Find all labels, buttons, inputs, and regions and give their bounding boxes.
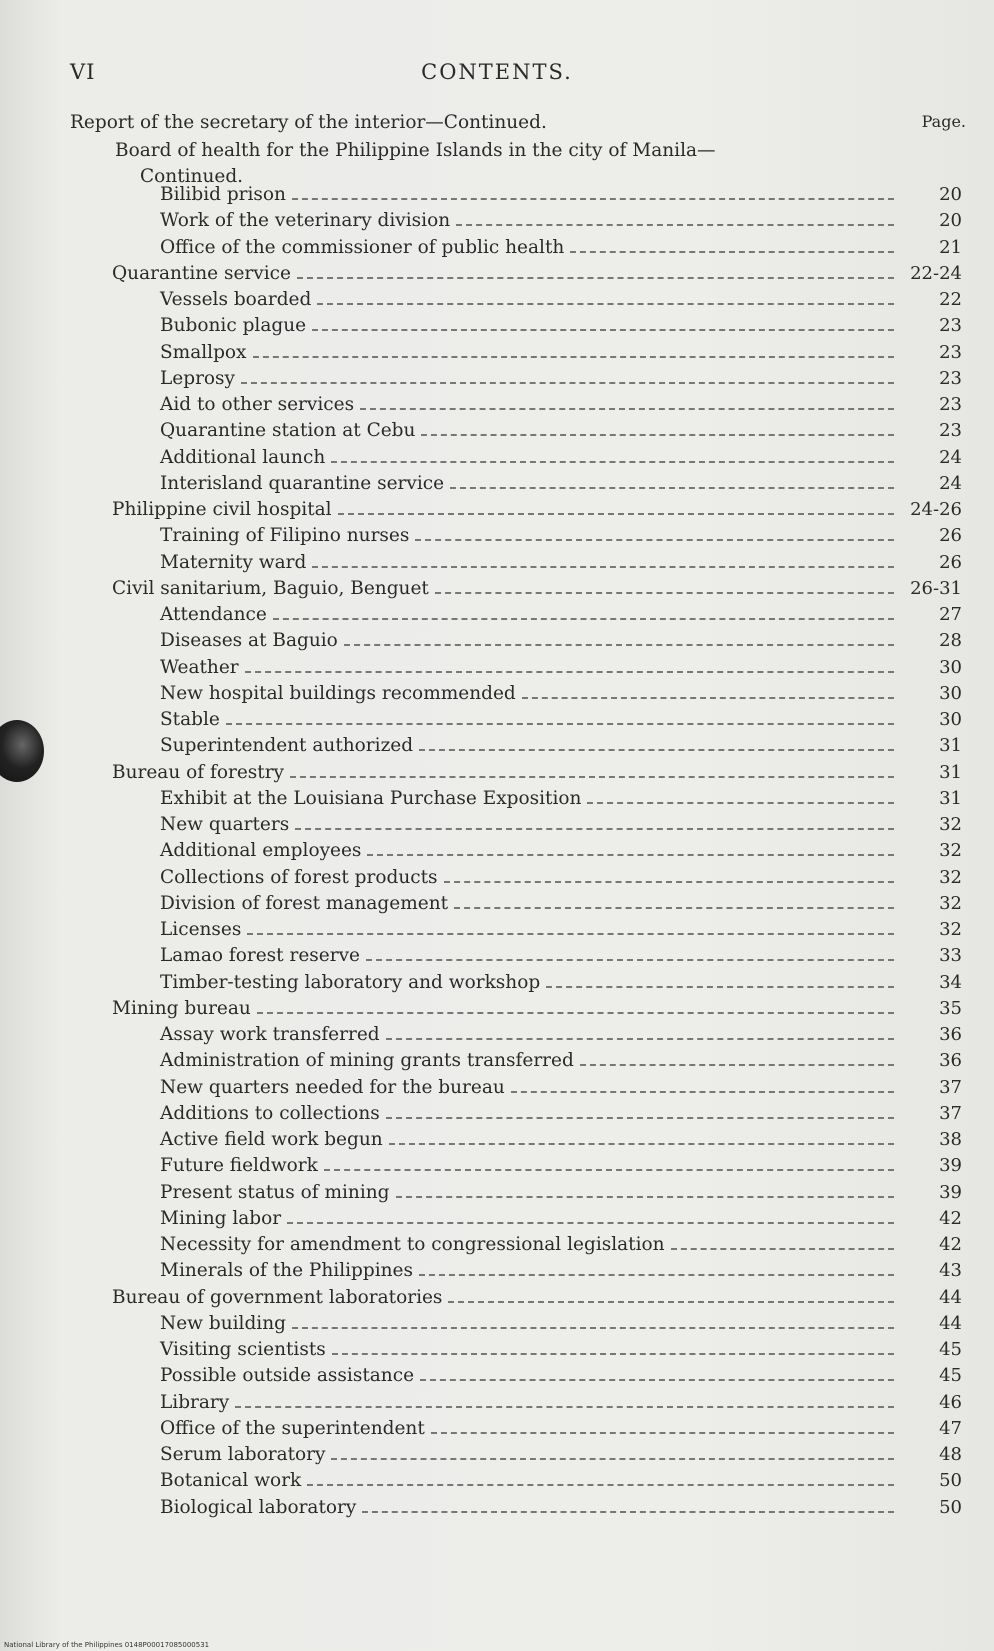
dot-leader bbox=[344, 644, 894, 646]
dot-leader bbox=[331, 461, 894, 463]
toc-entry bbox=[160, 447, 962, 473]
toc-entry-page: 37 bbox=[939, 1102, 962, 1124]
toc-entry bbox=[160, 893, 962, 919]
toc-entry-label: Office of the commissioner of public health bbox=[160, 236, 565, 258]
dot-leader bbox=[386, 1117, 894, 1119]
dot-leader bbox=[312, 566, 894, 568]
dot-leader bbox=[226, 723, 894, 725]
toc-entry-page: 23 bbox=[939, 341, 962, 363]
toc-entry-label: Maternity ward bbox=[160, 551, 307, 573]
dot-leader bbox=[360, 408, 894, 410]
toc-entry-label: Bureau of forestry bbox=[112, 761, 284, 783]
dot-leader bbox=[587, 802, 894, 804]
toc-entry-page: 36 bbox=[939, 1050, 962, 1072]
dot-leader bbox=[331, 1458, 894, 1460]
toc-entry bbox=[160, 867, 962, 893]
toc-entry bbox=[160, 394, 962, 420]
toc-entry bbox=[160, 972, 962, 998]
toc-entry-label: Diseases at Baguio bbox=[160, 630, 338, 652]
toc-entry bbox=[112, 499, 962, 525]
toc-entry bbox=[160, 1365, 962, 1391]
dot-leader bbox=[307, 1484, 894, 1486]
toc-entry-label: Timber-testing laboratory and workshop bbox=[160, 971, 541, 993]
toc-entry-page: 31 bbox=[939, 787, 962, 809]
toc-entry-page: 33 bbox=[939, 945, 962, 967]
toc-entry-label: Possible outside assistance bbox=[160, 1365, 415, 1387]
dot-leader bbox=[312, 329, 894, 331]
toc-entry-page: 39 bbox=[939, 1155, 962, 1177]
section-heading: Board of health for the Philippine Islands in the city of Manila— bbox=[115, 140, 716, 161]
dot-leader bbox=[317, 303, 894, 305]
dot-leader bbox=[257, 1012, 894, 1014]
toc-entry-label: Visiting scientists bbox=[160, 1339, 326, 1360]
toc-entry-page: 45 bbox=[939, 1339, 962, 1360]
toc-entry-label: Botanical work bbox=[160, 1470, 302, 1492]
dot-leader bbox=[415, 539, 894, 541]
toc-entry-page: 21 bbox=[939, 236, 962, 258]
dot-leader bbox=[435, 592, 894, 594]
dot-leader bbox=[241, 382, 894, 384]
toc-entry bbox=[112, 263, 962, 289]
toc-entry bbox=[160, 1444, 962, 1470]
toc-entry-page: 35 bbox=[939, 997, 962, 1019]
dot-leader bbox=[366, 959, 894, 961]
dot-leader bbox=[297, 277, 894, 279]
toc-entry-label: Attendance bbox=[160, 604, 267, 625]
page-folio: VI bbox=[70, 60, 96, 84]
toc-entry-page: 24-26 bbox=[910, 499, 962, 520]
toc-entry-page: 44 bbox=[939, 1286, 962, 1308]
toc-entry-page: 26 bbox=[939, 525, 962, 547]
toc-entry bbox=[160, 735, 962, 761]
dot-leader bbox=[522, 697, 894, 699]
toc-entry bbox=[160, 289, 962, 315]
toc-entry bbox=[160, 368, 962, 394]
toc-entry bbox=[160, 709, 962, 735]
dot-leader bbox=[324, 1169, 894, 1171]
toc-entry-page: 30 bbox=[939, 656, 962, 678]
toc-entry bbox=[112, 578, 962, 604]
toc-entry-page: 32 bbox=[939, 919, 962, 940]
toc-entry bbox=[160, 1313, 962, 1339]
toc-entry-label: Bureau of government laboratories bbox=[112, 1286, 443, 1308]
toc-entry bbox=[160, 184, 962, 210]
toc-entry-label: New hospital buildings recommended bbox=[160, 682, 516, 704]
dot-leader bbox=[421, 434, 894, 436]
toc-entry-label: Interisland quarantine service bbox=[160, 472, 445, 494]
toc-entry-page: 31 bbox=[939, 761, 962, 783]
toc-entry bbox=[160, 1024, 962, 1050]
toc-entry-page: 42 bbox=[939, 1207, 962, 1229]
toc-entry-label: Bubonic plague bbox=[160, 315, 307, 337]
toc-entry-label: Smallpox bbox=[160, 341, 247, 363]
toc-entry-label: Bilibid prison bbox=[160, 184, 286, 205]
toc-entry-label: Licenses bbox=[160, 919, 242, 940]
toc-entry-label: Training of Filipino nurses bbox=[160, 525, 410, 547]
toc-entry-label: Superintendent authorized bbox=[160, 735, 414, 757]
toc-entry bbox=[160, 1182, 962, 1208]
toc-entry-label: New building bbox=[160, 1312, 286, 1334]
toc-entry bbox=[160, 657, 962, 683]
toc-entry-page: 22-24 bbox=[910, 262, 962, 284]
toc-entry-label: Stable bbox=[160, 709, 220, 730]
dot-leader bbox=[235, 1406, 894, 1408]
toc-entry bbox=[160, 525, 962, 551]
dot-leader bbox=[570, 251, 894, 253]
toc-entry-label: New quarters needed for the bureau bbox=[160, 1076, 505, 1098]
toc-entry-page: 24 bbox=[939, 472, 962, 494]
toc-entry-page: 32 bbox=[939, 892, 962, 914]
page-column-header: Page. bbox=[921, 112, 966, 131]
toc-entry-page: 47 bbox=[939, 1417, 962, 1439]
toc-entry-page: 42 bbox=[939, 1234, 962, 1255]
toc-entry-label: New quarters bbox=[160, 814, 290, 835]
toc-entry-page: 32 bbox=[939, 866, 962, 888]
dot-leader bbox=[448, 1301, 894, 1303]
toc-entry-label: Biological laboratory bbox=[160, 1496, 357, 1518]
dot-leader bbox=[247, 933, 894, 935]
toc-entry bbox=[160, 814, 962, 840]
toc-entry bbox=[160, 1155, 962, 1181]
toc-entry-label: Lamao forest reserve bbox=[160, 945, 360, 967]
dot-leader bbox=[419, 1274, 894, 1276]
dot-leader bbox=[546, 986, 894, 988]
toc-entry-label: Exhibit at the Louisiana Purchase Exposition bbox=[160, 787, 582, 809]
toc-entry bbox=[160, 342, 962, 368]
dot-leader bbox=[454, 907, 894, 909]
toc-entry-page: 20 bbox=[939, 210, 962, 232]
toc-entry-label: Work of the veterinary division bbox=[160, 210, 451, 232]
dot-leader bbox=[450, 487, 894, 489]
toc-entry bbox=[160, 420, 962, 446]
toc-entry bbox=[160, 1470, 962, 1496]
dot-leader bbox=[362, 1511, 894, 1513]
dot-leader bbox=[511, 1091, 894, 1093]
dot-leader bbox=[456, 224, 894, 226]
toc-entry bbox=[160, 945, 962, 971]
toc-entry-label: Quarantine station at Cebu bbox=[160, 420, 416, 442]
dot-leader bbox=[338, 513, 894, 515]
toc-entry-label: Administration of mining grants transferred bbox=[160, 1050, 574, 1072]
toc-entry-label: Present status of mining bbox=[160, 1181, 390, 1203]
toc-entry-label: Aid to other services bbox=[160, 394, 355, 415]
dot-leader bbox=[245, 671, 894, 673]
toc-entry-page: 48 bbox=[939, 1444, 962, 1465]
toc-entry-page: 50 bbox=[939, 1496, 962, 1518]
toc-entry-label: Division of forest management bbox=[160, 892, 449, 914]
dot-leader bbox=[444, 881, 894, 883]
toc-entry bbox=[160, 604, 962, 630]
toc-entry-label: Serum laboratory bbox=[160, 1444, 326, 1465]
toc-entry-label: Necessity for amendment to congressional legislation bbox=[160, 1234, 665, 1255]
toc-entry bbox=[160, 630, 962, 656]
toc-entry bbox=[160, 683, 962, 709]
toc-entry-label: Philippine civil hospital bbox=[112, 499, 332, 520]
toc-entry-label: Active field work begun bbox=[160, 1129, 383, 1150]
toc-entry-page: 20 bbox=[939, 184, 962, 205]
page-edge-shadow bbox=[0, 720, 44, 782]
toc-entry-label: Vessels boarded bbox=[160, 289, 312, 310]
toc-entry bbox=[160, 473, 962, 499]
dot-leader bbox=[396, 1196, 894, 1198]
toc-entry bbox=[160, 552, 962, 578]
toc-entry bbox=[160, 840, 962, 866]
toc-entry-page: 30 bbox=[939, 682, 962, 704]
toc-entry-label: Library bbox=[160, 1391, 230, 1413]
toc-entry-page: 50 bbox=[939, 1470, 962, 1492]
toc-entry-label: Collections of forest products bbox=[160, 866, 438, 888]
toc-entry-label: Mining labor bbox=[160, 1207, 282, 1229]
toc-entry-page: 44 bbox=[939, 1312, 962, 1334]
section-heading-continued: Continued. bbox=[140, 166, 244, 187]
toc-entry bbox=[160, 1129, 962, 1155]
toc-entry-label: Leprosy bbox=[160, 367, 236, 389]
toc-entry-page: 46 bbox=[939, 1391, 962, 1413]
toc-entry bbox=[160, 788, 962, 814]
dot-leader bbox=[295, 828, 894, 830]
toc-entry-label: Weather bbox=[160, 656, 239, 678]
toc-entry-page: 26-31 bbox=[910, 577, 962, 599]
dot-leader bbox=[290, 776, 894, 778]
scan-footer: National Library of the Philippines 0148P00017085000531 bbox=[4, 1641, 210, 1649]
toc-entry bbox=[160, 1077, 962, 1103]
toc-entry bbox=[160, 1497, 962, 1523]
dot-leader bbox=[332, 1353, 894, 1355]
toc-entry bbox=[112, 762, 962, 788]
dot-leader bbox=[367, 854, 894, 856]
dot-leader bbox=[253, 356, 895, 358]
toc-entry bbox=[160, 1234, 962, 1260]
dot-leader bbox=[580, 1064, 894, 1066]
toc-entry-page: 36 bbox=[939, 1024, 962, 1045]
toc-entry-label: Additional launch bbox=[160, 446, 326, 468]
toc-entry-label: Future fieldwork bbox=[160, 1155, 318, 1177]
toc-entry-page: 37 bbox=[939, 1076, 962, 1098]
dot-leader bbox=[420, 1379, 894, 1381]
dot-leader bbox=[389, 1143, 894, 1145]
dot-leader bbox=[671, 1248, 894, 1250]
toc-entry-page: 23 bbox=[939, 367, 962, 389]
dot-leader bbox=[419, 749, 894, 751]
toc-entry-page: 34 bbox=[939, 971, 962, 993]
toc-entry-page: 26 bbox=[939, 551, 962, 573]
toc-entry bbox=[160, 1392, 962, 1418]
toc-entry-label: Office of the superintendent bbox=[160, 1417, 425, 1439]
toc-entry-page: 30 bbox=[939, 709, 962, 730]
toc-entry-page: 31 bbox=[939, 735, 962, 757]
toc-entry-page: 45 bbox=[939, 1365, 962, 1387]
toc-entry-label: Civil sanitarium, Baguio, Benguet bbox=[112, 577, 429, 599]
toc-entry bbox=[160, 210, 962, 236]
dot-leader bbox=[431, 1432, 894, 1434]
toc-entry bbox=[160, 237, 962, 263]
toc-entry-label: Mining bureau bbox=[112, 997, 251, 1019]
toc-entry-page: 32 bbox=[939, 840, 962, 862]
page-title: CONTENTS. bbox=[421, 60, 573, 84]
toc-entry bbox=[160, 315, 962, 341]
toc-entry-page: 23 bbox=[939, 394, 962, 415]
toc-entry bbox=[160, 1339, 962, 1365]
toc-entry bbox=[112, 998, 962, 1024]
toc-entry bbox=[160, 1050, 962, 1076]
toc-entry bbox=[112, 1287, 962, 1313]
dot-leader bbox=[292, 198, 894, 200]
toc-entry-page: 24 bbox=[939, 446, 962, 468]
toc-entry bbox=[160, 919, 962, 945]
toc-entry-page: 39 bbox=[939, 1181, 962, 1203]
toc-entry-page: 28 bbox=[939, 630, 962, 652]
toc-entry-page: 27 bbox=[939, 604, 962, 625]
dot-leader bbox=[273, 618, 894, 620]
toc-entry-label: Quarantine service bbox=[112, 262, 291, 284]
toc-entry-label: Additions to collections bbox=[160, 1102, 380, 1124]
toc-entry-page: 22 bbox=[939, 289, 962, 310]
toc-entry-label: Assay work transferred bbox=[160, 1024, 380, 1045]
toc-entry bbox=[160, 1103, 962, 1129]
dot-leader bbox=[287, 1222, 894, 1224]
report-heading: Report of the secretary of the interior—Continued. bbox=[70, 112, 547, 133]
toc-entry-label: Additional employees bbox=[160, 840, 362, 862]
toc-entry-page: 23 bbox=[939, 420, 962, 442]
toc-entry bbox=[160, 1418, 962, 1444]
toc-entry bbox=[160, 1208, 962, 1234]
dot-leader bbox=[386, 1038, 894, 1040]
toc-entry-page: 23 bbox=[939, 315, 962, 337]
toc-entry-label: Minerals of the Philippines bbox=[160, 1260, 414, 1282]
toc-entry bbox=[160, 1260, 962, 1286]
toc-entry-page: 32 bbox=[939, 814, 962, 835]
toc-entry-page: 43 bbox=[939, 1260, 962, 1282]
toc-entry-page: 38 bbox=[939, 1129, 962, 1150]
dot-leader bbox=[292, 1327, 894, 1329]
